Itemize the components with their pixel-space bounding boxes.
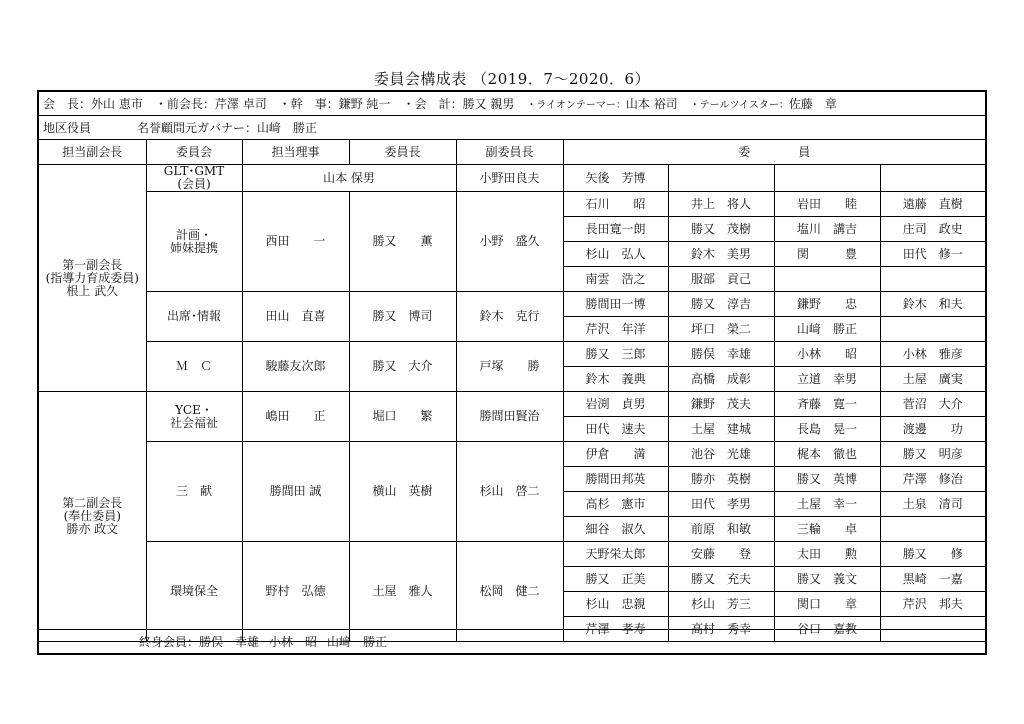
officer-name: 佐藤 章: [788, 97, 837, 111]
member-cell: 坪口 榮二: [668, 317, 774, 342]
member-cell: 細谷 淑久: [563, 517, 668, 542]
director-name: 勝間田 誠: [242, 442, 349, 542]
officer-name: 勝又 親男: [462, 97, 515, 111]
life-member-name: 山﨑 勝正: [327, 635, 388, 649]
member-cell: 長田寛一朗: [563, 217, 668, 242]
member-cell: 渡邊 功: [880, 417, 985, 442]
director-name: 山本 保男: [242, 165, 456, 192]
member-cell: 井上 将人: [668, 192, 774, 217]
table-row: [39, 192, 985, 217]
vice-president-title: 第二副会長: [62, 496, 123, 510]
chair-name: 土屋 雅人: [349, 542, 456, 642]
vice-president-duty: (奉仕委員): [63, 509, 121, 523]
vice-president-duty: (指導力育成委員): [45, 270, 139, 285]
table-row: [39, 442, 985, 467]
chair-name: 横山 英樹: [349, 442, 456, 542]
member-cell: 杉山 芳三: [668, 592, 774, 617]
member-cell: 鈴木 義典: [563, 367, 668, 392]
vice-president-title: 第一副会長: [62, 257, 123, 272]
officer-label: ・テールツイスター：: [689, 100, 789, 111]
member-cell: 伊倉 満: [563, 442, 668, 467]
member-cell: 石川 昭: [563, 192, 668, 217]
member-cell: 勝又 淳吉: [668, 292, 774, 317]
member-cell: [880, 517, 985, 542]
committee-name: 出席･情報: [146, 292, 242, 342]
member-cell: 芹澤 修治: [880, 467, 985, 492]
vice-president-name: 勝亦 政文: [66, 522, 119, 536]
member-cell: 山﨑 勝正: [774, 317, 880, 342]
director-name: 田山 直喜: [242, 292, 349, 342]
member-cell: 土泉 清司: [880, 492, 985, 517]
member-cell: 高村 秀幸: [668, 617, 774, 642]
officer-label: 会 長：: [43, 97, 92, 111]
member-cell: 塩川 講吉: [774, 217, 880, 242]
member-cell: 前原 和敏: [668, 517, 774, 542]
vice-chair-name: 戸塚 勝: [456, 342, 563, 392]
member-cell: 土屋 廣実: [880, 367, 985, 392]
officer-label: ・ライオンテーマー：: [526, 100, 626, 111]
director-name: 嶋田 正: [242, 392, 349, 442]
column-header: 副委員長: [456, 140, 563, 165]
chair-name: 勝又 薫: [349, 192, 456, 292]
chair-name: 勝又 大介: [349, 342, 456, 392]
district-name: 山﨑 勝正: [257, 121, 318, 135]
vice-chair-name: 松岡 健二: [456, 542, 563, 642]
vice-chair-name: 小野田良夫: [456, 165, 563, 192]
committee-sheet: [37, 90, 987, 655]
member-cell: [880, 267, 985, 292]
member-cell: [880, 165, 985, 192]
table-row: [39, 542, 985, 567]
committee-name: 三 献: [146, 442, 242, 542]
officer-name: 外山 恵市: [91, 97, 143, 111]
member-cell: 土屋 建城: [668, 417, 774, 442]
member-cell: 服部 貢己: [668, 267, 774, 292]
member-cell: 勝亦 英樹: [668, 467, 774, 492]
member-cell: [774, 267, 880, 292]
member-cell: [668, 165, 774, 192]
member-cell: 勝又 英博: [774, 467, 880, 492]
vice-chair-name: 杉山 啓二: [456, 442, 563, 542]
member-cell: 菅沼 大介: [880, 392, 985, 417]
member-cell: 長島 晃一: [774, 417, 880, 442]
member-cell: 遠藤 直樹: [880, 192, 985, 217]
member-cell: 芹澤 孝寿: [563, 617, 668, 642]
member-cell: 土屋 幸一: [774, 492, 880, 517]
member-cell: 勝又 充夫: [668, 567, 774, 592]
member-cell: 梶本 徹也: [774, 442, 880, 467]
member-cell: 三輪 卓: [774, 517, 880, 542]
chair-name: 勝又 博司: [349, 292, 456, 342]
column-header: 委 員: [563, 140, 985, 165]
member-cell: 黒崎 一嘉: [880, 567, 985, 592]
column-header: 担当副会長: [39, 140, 146, 165]
officer-label: ・会 計：: [402, 97, 463, 111]
member-cell: 斉藤 寛一: [774, 392, 880, 417]
member-cell: 勝又 修: [880, 542, 985, 567]
member-cell: 勝又 茂樹: [668, 217, 774, 242]
column-header: 委員長: [349, 140, 456, 165]
vice-chair-name: 鈴木 克行: [456, 292, 563, 342]
district-officers-line: [39, 116, 985, 140]
committee-name: GLT･GMT (会員): [146, 165, 242, 192]
member-cell: 立道 幸男: [774, 367, 880, 392]
vice-chair-name: 勝間田賢治: [456, 392, 563, 442]
member-cell: 杉山 忠親: [563, 592, 668, 617]
member-cell: 田代 修一: [880, 242, 985, 267]
life-member-name: 小林 昭: [269, 635, 318, 649]
member-cell: 田代 孝男: [668, 492, 774, 517]
member-cell: 岩田 睦: [774, 192, 880, 217]
member-cell: 芹沢 年洋: [563, 317, 668, 342]
page-title: 委員会構成表 （2019．7～2020．6）: [373, 70, 651, 88]
member-cell: 庄司 政史: [880, 217, 985, 242]
member-cell: 高橋 成彰: [668, 367, 774, 392]
member-cell: 勝又 明彦: [880, 442, 985, 467]
member-cell: 鈴木 美男: [668, 242, 774, 267]
member-cell: 矢後 芳博: [563, 165, 668, 192]
committee-table: [39, 140, 985, 642]
column-header: 担当理事: [242, 140, 349, 165]
table-row: [39, 165, 985, 192]
committee-name: YCE・ 社会福祉: [146, 392, 242, 442]
officer-name: 山本 裕司: [625, 97, 678, 111]
committee-name: 環境保全: [146, 542, 242, 642]
officer-name: 鎌野 純一: [338, 97, 391, 111]
member-cell: 鎌野 忠: [774, 292, 880, 317]
member-cell: 勝又 正美: [563, 567, 668, 592]
director-name: 西田 一: [242, 192, 349, 292]
member-cell: 関口 章: [774, 592, 880, 617]
member-cell: 鎌野 茂夫: [668, 392, 774, 417]
member-cell: 安藤 登: [668, 542, 774, 567]
officers-line: [39, 92, 985, 116]
vice-president-cell: [39, 392, 146, 642]
life-member-name: 勝俣 幸雄: [199, 635, 260, 649]
member-cell: 杉山 弘人: [563, 242, 668, 267]
member-cell: 鈴木 和夫: [880, 292, 985, 317]
member-cell: 高杉 憲市: [563, 492, 668, 517]
member-cell: 勝俣 幸雄: [668, 342, 774, 367]
member-cell: 池谷 光雄: [668, 442, 774, 467]
member-cell: 勝間田一博: [563, 292, 668, 317]
table-row: [39, 292, 985, 317]
table-row: [39, 342, 985, 367]
member-cell: [774, 165, 880, 192]
member-cell: 小林 雅彦: [880, 342, 985, 367]
vice-president-cell: [39, 165, 146, 392]
member-cell: 芹沢 邦夫: [880, 592, 985, 617]
column-header: 委員会: [146, 140, 242, 165]
district-role: 名誉顧問元ガバナー：: [137, 121, 258, 135]
member-cell: 天野栄太郎: [563, 542, 668, 567]
member-cell: 谷口 嘉教: [774, 617, 880, 642]
member-cell: 勝又 義文: [774, 567, 880, 592]
district-label: 地区役員: [43, 121, 92, 135]
officer-label: ・前会長：: [154, 97, 215, 111]
vice-chair-name: 小野 盛久: [456, 192, 563, 292]
chair-name: 堀口 繁: [349, 392, 456, 442]
member-cell: 岩渕 貞男: [563, 392, 668, 417]
member-cell: 田代 速夫: [563, 417, 668, 442]
vice-president-name: 根上 武久: [66, 283, 119, 298]
member-cell: 太田 勲: [774, 542, 880, 567]
director-name: 野村 弘徳: [242, 542, 349, 642]
member-cell: 南雲 浩之: [563, 267, 668, 292]
committee-name: Ｍ Ｃ: [146, 342, 242, 392]
officer-label: ・幹 事：: [278, 97, 339, 111]
director-name: 駿藤友次郎: [242, 342, 349, 392]
committee-name: 計画・ 姉妹提携: [146, 192, 242, 292]
officer-name: 芹澤 卓司: [214, 97, 267, 111]
table-row: [39, 392, 985, 417]
life-members-line: [39, 629, 985, 653]
member-cell: 勝間田邦英: [563, 467, 668, 492]
life-members-label: 終身会員：: [139, 635, 200, 649]
member-cell: [880, 317, 985, 342]
member-cell: 勝又 三郎: [563, 342, 668, 367]
member-cell: 関 豊: [774, 242, 880, 267]
member-cell: 小林 昭: [774, 342, 880, 367]
